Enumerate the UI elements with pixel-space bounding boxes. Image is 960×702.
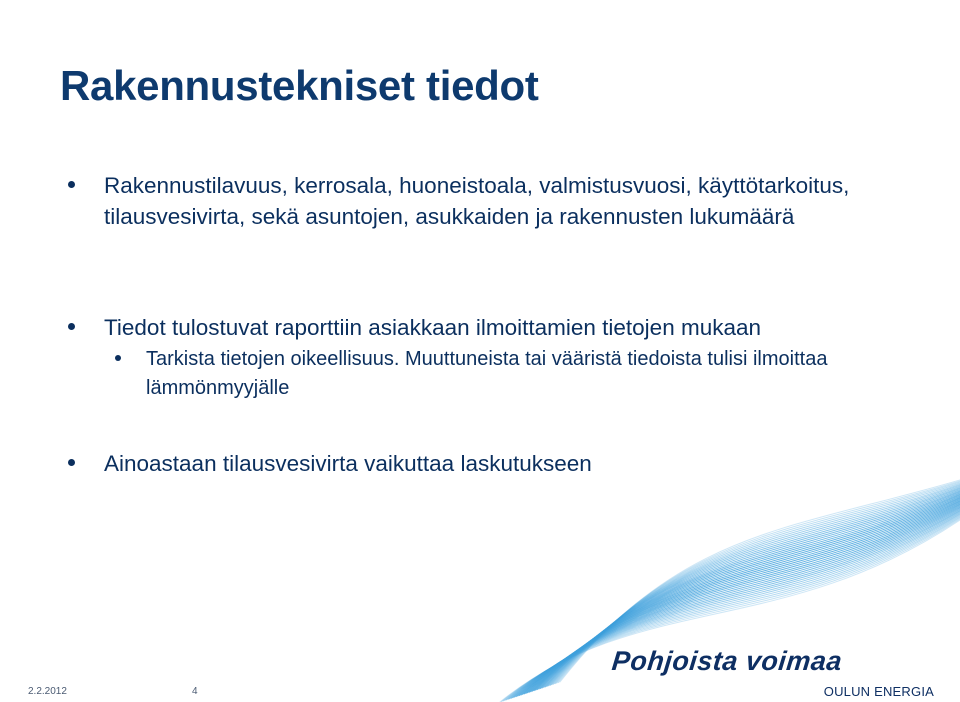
bullet-text: Ainoastaan tilausvesivirta vaikuttaa laskutukseen [104,451,592,476]
bullet-item-report-info [104,312,924,343]
slide-title: Rakennustekniset tiedot [60,62,539,109]
bullet-text: Tiedot tulostuvat raporttiin asiakkaan ilmoittamien tietojen mukaan [104,315,762,340]
sub-bullet-text: Tarkista tietojen oikeellisuus. Muuttuneista tai vääristä tiedoista tulisi ilmoittaa lämmönmyyjälle [146,348,828,399]
bullet-dot-icon [68,181,75,188]
footer-date: 2.2.2012 [28,686,67,697]
bullet-item-building-data [104,170,864,232]
bullet-dot-icon [115,355,121,361]
sub-bullet-item-check-data [146,345,906,403]
bullet-dot-icon [68,323,75,330]
page-number: 4 [192,686,198,697]
company-name: OULUN ENERGIA [823,684,934,699]
bullet-text: Rakennustilavuus, kerrosala, huoneistoala, valmistusvuosi, käyttötarkoitus, tilausvesivirta, sekä asuntojen, asukkaiden ja rakennusten lukumäärä [104,173,850,229]
brand-logo-text: Pohjoista voimaa [610,646,844,676]
bullet-dot-icon [68,459,75,466]
bullet-item-billing [104,448,864,479]
